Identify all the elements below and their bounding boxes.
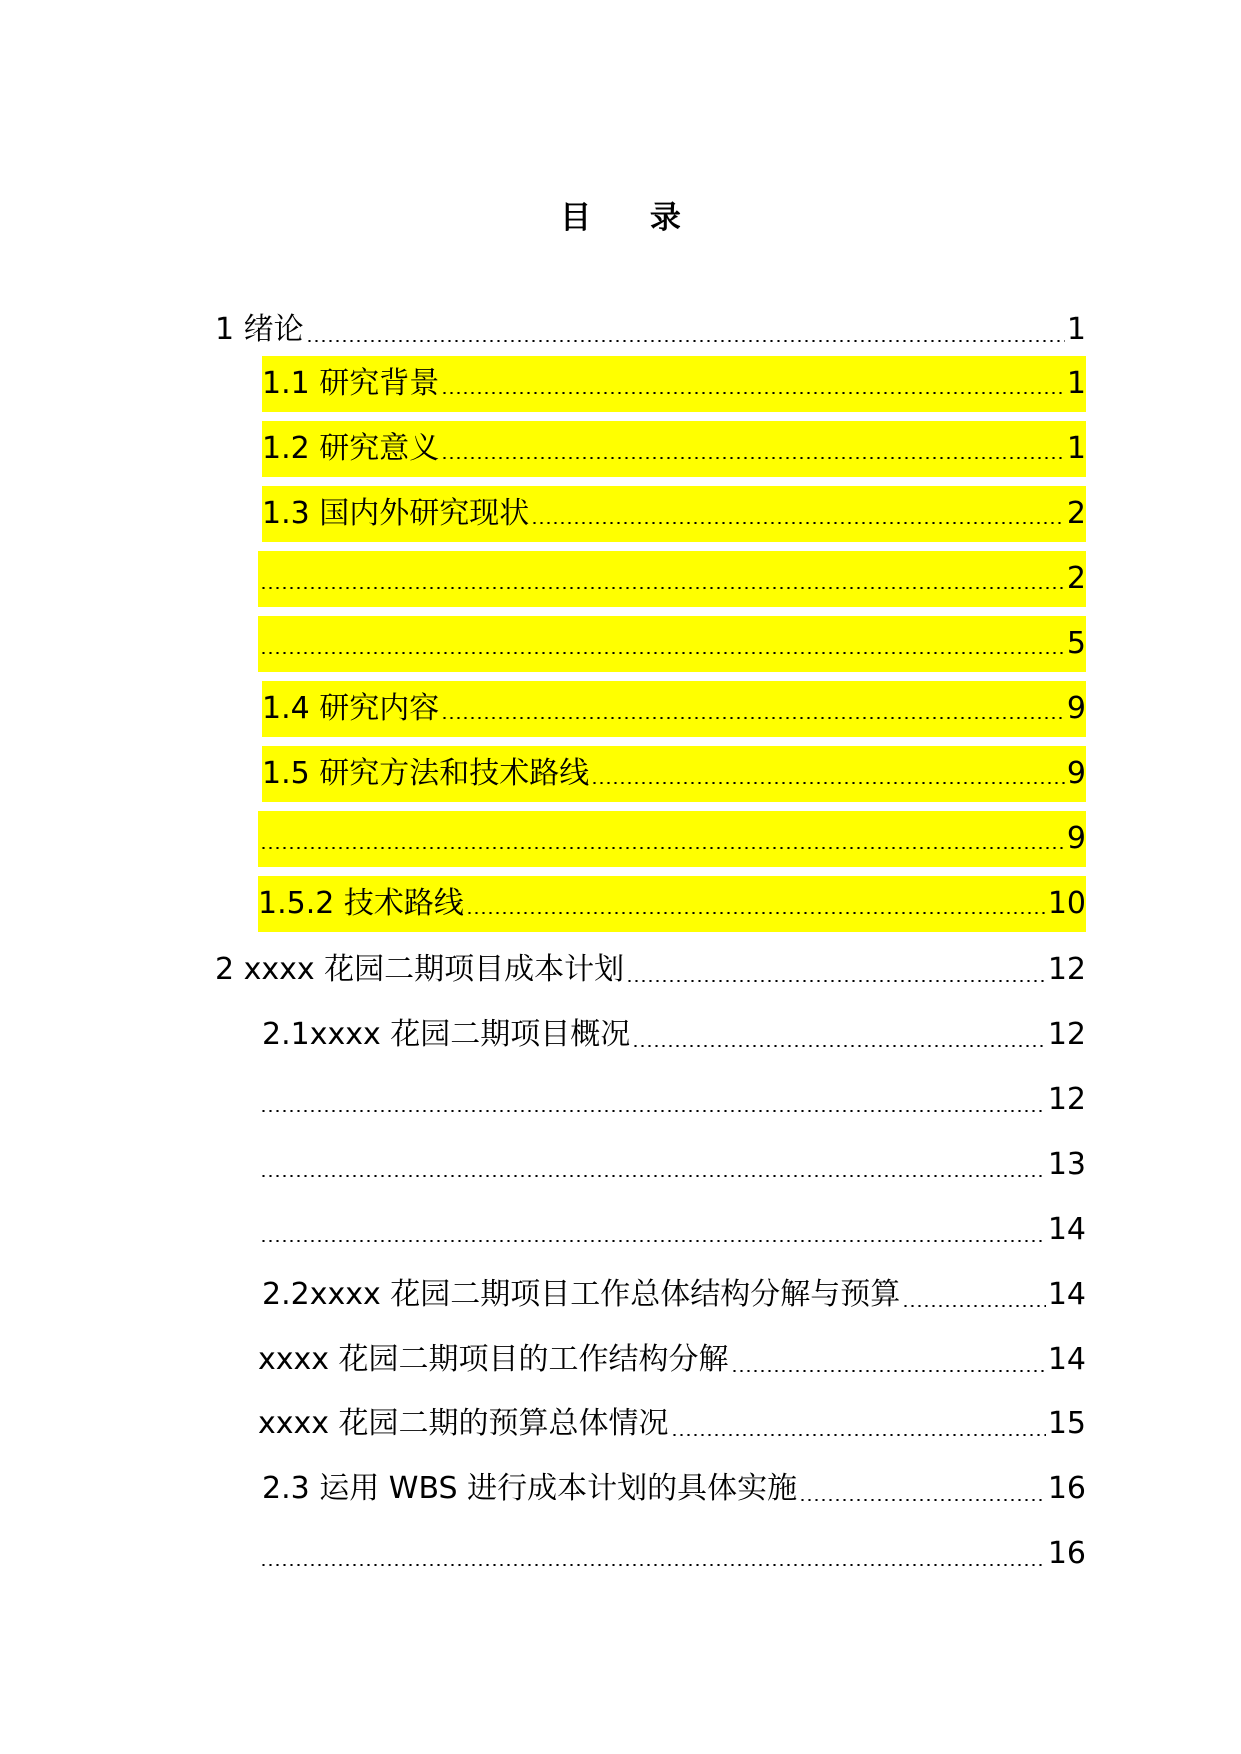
toc-entry[interactable] xyxy=(258,616,1086,672)
toc-entry[interactable] xyxy=(258,1135,1086,1195)
toc-entry-page: 16 xyxy=(1047,1536,1086,1571)
toc-entry-title: 2.1xxxx 花园二期项目概况 xyxy=(262,1017,631,1052)
toc-entry-title: 1.5.2 技术路线 xyxy=(258,886,464,921)
toc-dot-leader xyxy=(441,392,1065,394)
toc-entry[interactable] xyxy=(262,356,1086,412)
toc-entry-title: xxxx 花园二期的预算总体情况 xyxy=(258,1406,669,1441)
toc-dot-leader xyxy=(306,340,1065,342)
toc-entry[interactable] xyxy=(258,876,1086,932)
toc-entry[interactable] xyxy=(258,1394,1086,1454)
toc-entry[interactable] xyxy=(262,746,1086,802)
toc-entry-page: 12 xyxy=(1047,952,1086,987)
toc-entry[interactable] xyxy=(258,1330,1086,1390)
toc-entry-title: 1.2 研究意义 xyxy=(262,431,440,466)
toc-entry-page: 12 xyxy=(1047,1082,1086,1117)
toc-entry-title: 2.2xxxx 花园二期项目工作总体结构分解与预算 xyxy=(262,1277,901,1312)
toc-entry-page: 2 xyxy=(1066,496,1086,531)
toc-dot-leader xyxy=(441,457,1065,459)
toc-dot-leader xyxy=(632,1045,1046,1047)
toc-entry-page: 9 xyxy=(1066,756,1086,791)
toc-entry-title: 2.3 运用 WBS 进行成本计划的具体实施 xyxy=(262,1471,798,1506)
toc-entry-page: 16 xyxy=(1047,1471,1086,1506)
toc-entry-page: 2 xyxy=(1066,561,1086,596)
toc-dot-leader xyxy=(260,652,1065,654)
toc-dot-leader xyxy=(902,1305,1046,1307)
toc-entry[interactable] xyxy=(262,681,1086,737)
toc-entry[interactable] xyxy=(258,551,1086,607)
toc-entry-page: 14 xyxy=(1047,1342,1086,1377)
toc-entry-page: 12 xyxy=(1047,1017,1086,1052)
toc-entry-page: 9 xyxy=(1066,691,1086,726)
toc-entry-page: 1 xyxy=(1066,312,1086,347)
toc-entry-title: 1.3 国内外研究现状 xyxy=(262,496,530,531)
toc-dot-leader xyxy=(531,522,1065,524)
toc-dot-leader xyxy=(799,1499,1046,1501)
toc-entry-page: 1 xyxy=(1066,431,1086,466)
toc-entry-page: 5 xyxy=(1066,626,1086,661)
toc-dot-leader xyxy=(441,717,1065,719)
toc-dot-leader xyxy=(260,1240,1046,1242)
toc-entry-page: 13 xyxy=(1047,1147,1086,1182)
toc-entry-title: 2 xxxx 花园二期项目成本计划 xyxy=(215,952,625,987)
toc-entry[interactable] xyxy=(262,1265,1086,1325)
toc-entry-title: 1.5 研究方法和技术路线 xyxy=(262,756,590,791)
toc-dot-leader xyxy=(731,1370,1046,1372)
toc-entry-title: 1.1 研究背景 xyxy=(262,366,440,401)
toc-entry[interactable] xyxy=(262,486,1086,542)
toc-entry-page: 10 xyxy=(1047,886,1086,921)
toc-dot-leader xyxy=(260,1175,1046,1177)
toc-entry-page: 14 xyxy=(1047,1277,1086,1312)
toc-entry[interactable] xyxy=(262,1459,1086,1519)
toc-dot-leader xyxy=(591,782,1065,784)
toc-entry[interactable] xyxy=(258,1070,1086,1130)
toc-entry[interactable] xyxy=(215,940,1086,1000)
toc-entry-title: 1 绪论 xyxy=(215,312,304,347)
toc-dot-leader xyxy=(260,847,1065,849)
toc-dot-leader xyxy=(626,980,1046,982)
toc-dot-leader xyxy=(671,1434,1046,1436)
toc-entry[interactable] xyxy=(258,1200,1086,1260)
toc-entry-title: xxxx 花园二期项目的工作结构分解 xyxy=(258,1342,729,1377)
page-title: 目 录 xyxy=(560,200,705,236)
toc-entry[interactable] xyxy=(262,1005,1086,1065)
toc-dot-leader xyxy=(466,912,1046,914)
toc-dot-leader xyxy=(260,587,1065,589)
toc-entry-page: 9 xyxy=(1066,821,1086,856)
toc-entry-title: 1.4 研究内容 xyxy=(262,691,440,726)
toc-dot-leader xyxy=(260,1110,1046,1112)
table-of-contents xyxy=(0,300,1241,1600)
toc-entry[interactable] xyxy=(262,421,1086,477)
toc-entry-page: 15 xyxy=(1047,1406,1086,1441)
toc-entry-page: 14 xyxy=(1047,1212,1086,1247)
toc-dot-leader xyxy=(260,1564,1046,1566)
toc-entry[interactable] xyxy=(215,300,1086,360)
toc-entry[interactable] xyxy=(258,1524,1086,1584)
toc-entry-page: 1 xyxy=(1066,366,1086,401)
toc-entry[interactable] xyxy=(258,811,1086,867)
